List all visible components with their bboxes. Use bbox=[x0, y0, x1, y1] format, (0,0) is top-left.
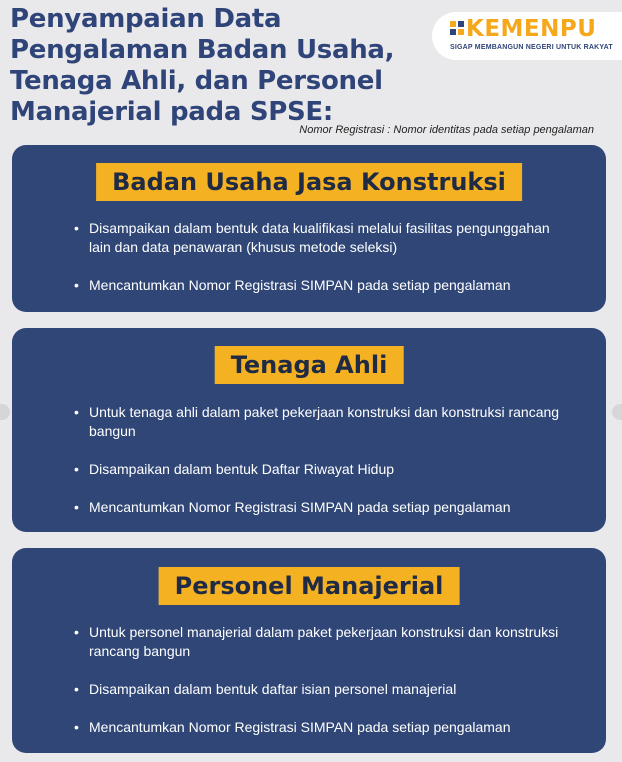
bullet-list bbox=[74, 219, 566, 295]
card-title: Personel Manajerial bbox=[159, 567, 460, 605]
bullet-list bbox=[74, 623, 566, 737]
carousel-prev-handle[interactable] bbox=[0, 404, 10, 420]
bullet-item: • Untuk personel manajerial dalam paket pekerjaan konstruksi dan konstruksi rancang bangun bbox=[74, 623, 566, 661]
page-title: Penyampaian Data Pengalaman Badan Usaha, Tenaga Ahli, dan Personel Manajerial pada SPSE: bbox=[10, 4, 395, 127]
logo-mark-icon bbox=[450, 21, 464, 35]
registration-note: Nomor Registrasi : Nomor identitas pada setiap pengalaman bbox=[299, 124, 594, 136]
logo-tagline: SIGAP MEMBANGUN NEGERI UNTUK RAKYAT bbox=[450, 44, 613, 51]
carousel-next-handle[interactable] bbox=[612, 404, 622, 420]
bullet-item: • Mencantumkan Nomor Registrasi SIMPAN pada setiap pengalaman bbox=[74, 718, 566, 737]
bullet-list bbox=[74, 403, 566, 517]
kemenpu-logo bbox=[432, 12, 622, 60]
bullet-item: • Disampaikan dalam bentuk Daftar Riwayat Hidup bbox=[74, 460, 566, 479]
bullet-item: • Untuk tenaga ahli dalam paket pekerjaan konstruksi dan konstruksi rancang bangun bbox=[74, 403, 566, 441]
bullet-item: • Mencantumkan Nomor Registrasi SIMPAN pada setiap pengalaman bbox=[74, 498, 566, 517]
card-title: Tenaga Ahli bbox=[215, 346, 404, 384]
card-title: Badan Usaha Jasa Konstruksi bbox=[96, 163, 522, 201]
card-badan-usaha bbox=[12, 145, 606, 312]
logo-text: KEMENPU bbox=[466, 16, 597, 42]
card-tenaga-ahli bbox=[12, 328, 606, 532]
card-personel-manajerial bbox=[12, 548, 606, 753]
bullet-item: • Mencantumkan Nomor Registrasi SIMPAN pada setiap pengalaman bbox=[74, 276, 566, 295]
bullet-item: • Disampaikan dalam bentuk data kualifikasi melalui fasilitas pengunggahan lain dan data penawaran (khusus metode seleksi) bbox=[74, 219, 566, 257]
bullet-item: • Disampaikan dalam bentuk daftar isian personel manajerial bbox=[74, 680, 566, 699]
